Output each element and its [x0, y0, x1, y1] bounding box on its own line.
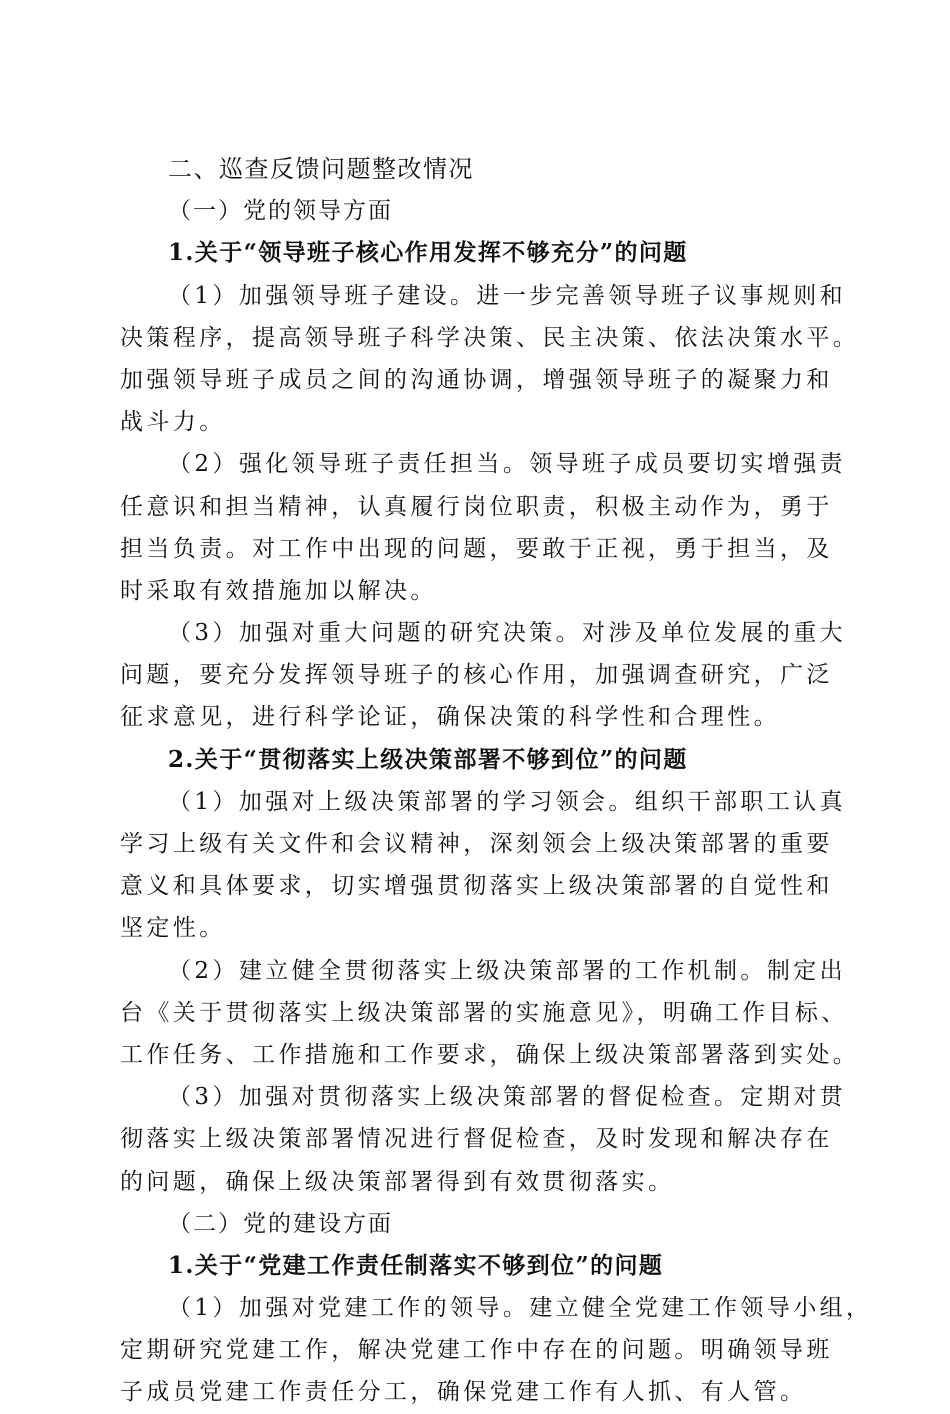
part2-item1-paragraph-1	[120, 1287, 873, 1414]
part1-item1-paragraph-2	[120, 443, 847, 612]
paragraph-line: （1）加强领导班子建设。进一步完善领导班子议事规则和	[168, 282, 847, 309]
paragraph-line: （1）加强对党建工作的领导。建立健全党建工作领导小组，	[168, 1295, 873, 1322]
paragraph-line: 决策程序，提高领导班子科学决策、民主决策、依法决策水平。	[120, 324, 860, 351]
paragraph-line: 战斗力。	[120, 409, 226, 436]
part1-item2-paragraph-3	[120, 1076, 847, 1203]
paragraph-line: 加强领导班子成员之间的沟通协调，增强领导班子的凝聚力和	[120, 366, 833, 393]
paragraph-line: 彻落实上级决策部署情况进行督促检查，及时发现和解决存在	[120, 1126, 833, 1153]
paragraph-line: 时采取有效措施加以解决。	[120, 577, 437, 604]
paragraph-line: （2）建立健全贯彻落实上级决策部署的工作机制。制定出	[168, 957, 847, 984]
paragraph-line: 台《关于贯彻落实上级决策部署的实施意见》，明确工作目标、	[120, 999, 848, 1026]
part1-item2-paragraph-1	[120, 781, 847, 950]
part1-item1-paragraph-3	[120, 612, 847, 739]
paragraph-line: 担当负责。对工作中出现的问题，要敢于正视，勇于担当，及	[120, 535, 833, 562]
paragraph-line: 征求意见，进行科学论证，确保决策的科学性和合理性。	[120, 704, 780, 731]
paragraph-line: （3）加强对贯彻落实上级决策部署的督促检查。定期对贯	[168, 1084, 847, 1111]
part1-item2-paragraph-2	[120, 950, 860, 1077]
part1-item1-paragraph-1	[120, 275, 860, 444]
paragraph-line: 的问题，确保上级决策部署得到有效贯彻落实。	[120, 1168, 675, 1195]
paragraph-line: （2）强化领导班子责任担当。领导班子成员要切实增强责	[168, 451, 847, 478]
part1-item2-heading: 2.关于“贯彻落实上级决策部署不够到位”的问题	[168, 745, 688, 773]
part1-heading: （一）党的领导方面	[168, 198, 393, 225]
paragraph-line: 子成员党建工作责任分工，确保党建工作有人抓、有人管。	[120, 1379, 807, 1406]
paragraph-line: （1）加强对上级决策部署的学习领会。组织干部职工认真	[168, 788, 847, 815]
paragraph-line: 问题，要充分发挥领导班子的核心作用，加强调查研究，广泛	[120, 662, 833, 689]
paragraph-line: 学习上级有关文件和会议精神，深刻领会上级决策部署的重要	[120, 831, 833, 857]
paragraph-line: 意义和具体要求，切实增强贯彻落实上级决策部署的自觉性和	[120, 873, 833, 900]
part1-item1-heading: 1.关于“领导班子核心作用发挥不够充分”的问题	[168, 239, 688, 267]
paragraph-line: 坚定性。	[120, 915, 226, 942]
section-title: 二、巡查反馈问题整改情况	[168, 155, 474, 183]
paragraph-line: 定期研究党建工作，解决党建工作中存在的问题。明确领导班	[120, 1337, 833, 1364]
part2-heading: （二）党的建设方面	[168, 1210, 393, 1237]
paragraph-line: 工作任务、工作措施和工作要求，确保上级决策部署落到实处。	[120, 1041, 860, 1068]
document-body	[120, 148, 873, 1414]
part2-item1-heading: 1.关于“党建工作责任制落实不够到位”的问题	[168, 1251, 664, 1279]
paragraph-line: （3）加强对重大问题的研究决策。对涉及单位发展的重大	[168, 620, 847, 647]
paragraph-line: 任意识和担当精神，认真履行岗位职责，积极主动作为，勇于	[120, 493, 833, 520]
